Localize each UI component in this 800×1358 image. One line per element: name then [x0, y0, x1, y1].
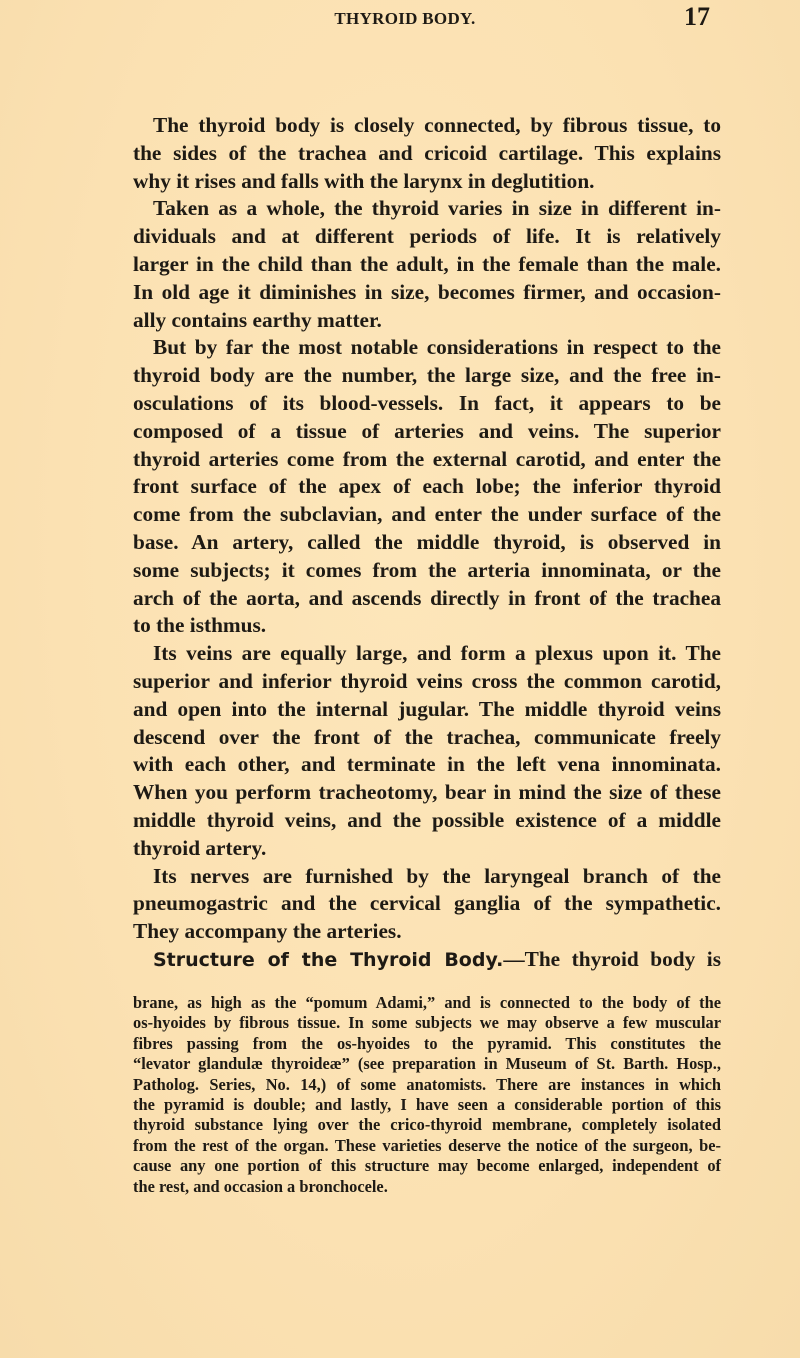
footnote-line: os-hyoides by fibrous tissue. In some subjects we may observe a few muscular — [133, 1013, 721, 1033]
body-line: dividuals and at different periods of life. It is relatively — [133, 224, 721, 249]
body-line: base. An artery, called the middle thyroid, is observed in — [133, 529, 721, 554]
body-line: come from the subclavian, and enter the under surface of the — [133, 502, 721, 527]
page-number: 17 — [684, 2, 710, 31]
body-line: with each other, and terminate in the left vena innominata. — [133, 752, 721, 777]
footnote-line: thyroid substance lying over the crico-thyroid membrane, completely isolated — [133, 1115, 721, 1135]
body-line: middle thyroid veins, and the possible existence of a middle — [133, 807, 721, 832]
body-line: They accompany the arteries. — [133, 919, 402, 944]
body-text — [133, 112, 721, 975]
body-line: thyroid body are the number, the large size, and the free in- — [133, 363, 721, 388]
footnote-line: cause any one portion of this structure may become enlarged, independent of — [133, 1156, 721, 1176]
body-line: When you perform tracheotomy, bear in mind the size of these — [133, 780, 721, 805]
footnote-line: brane, as high as the “pomum Adami,” and is connected to the body of the — [133, 993, 721, 1012]
footnote-line: Patholog. Series, No. 14,) of some anatomists. There are instances in which — [133, 1074, 721, 1094]
body-line: superior and inferior thyroid veins cross the common carotid, — [133, 668, 721, 693]
footnote-line: fibres passing from the os-hyoides to the pyramid. This constitutes the — [133, 1033, 721, 1053]
body-line: larger in the child than the adult, in the female than the male. — [133, 251, 721, 276]
body-line: Its veins are equally large, and form a plexus upon it. The — [153, 641, 721, 666]
body-line: to the isthmus. — [133, 613, 267, 638]
body-line: The thyroid body is closely connected, by fibrous tissue, to — [153, 113, 721, 137]
body-line: descend over the front of the trachea, communicate freely — [133, 724, 721, 749]
footnote-line: “levator glandulæ thyroideæ” (see preparation in Museum of St. Barth. Hosp., — [133, 1054, 721, 1074]
body-line: and open into the internal jugular. The middle thyroid veins — [133, 696, 721, 721]
body-line: why it rises and falls with the larynx in deglutition. — [133, 168, 595, 193]
body-line: thyroid arteries come from the external carotid, and enter the — [133, 446, 721, 471]
section-heading: Structure of the Thyroid Body. — [153, 948, 504, 971]
body-line: ally contains earthy matter. — [133, 307, 382, 332]
footnote-line: the pyramid is double; and lastly, I have seen a considerable portion of this — [133, 1095, 721, 1115]
section-text: —The thyroid body is — [503, 946, 721, 971]
section-line — [133, 946, 721, 975]
body-line: front surface of the apex of each lobe; the inferior thyroid — [133, 474, 721, 499]
footnote-line: from the rest of the organ. These varieties deserve the notice of the surgeon, be- — [133, 1135, 721, 1155]
body-line: the sides of the trachea and cricoid cartilage. This explains — [133, 140, 721, 165]
body-line: osculations of its blood-vessels. In fact, it appears to be — [133, 390, 721, 415]
running-title: THYROID BODY. — [334, 9, 476, 28]
body-line: composed of a tissue of arteries and veins. The superior — [133, 418, 721, 443]
body-line: pneumogastric and the cervical ganglia of the sympathetic. — [133, 891, 721, 916]
body-line: Taken as a whole, the thyroid varies in size in different in- — [153, 196, 721, 221]
body-line: thyroid artery. — [133, 835, 267, 860]
body-line: Its nerves are furnished by the laryngeal branch of the — [153, 863, 721, 888]
body-line: In old age it diminishes in size, becomes firmer, and occasion- — [133, 279, 721, 304]
body-line: But by far the most notable considerations in respect to the — [153, 335, 721, 360]
body-line: arch of the aorta, and ascends directly in front of the trachea — [133, 585, 721, 610]
footnote-text — [133, 993, 721, 1197]
body-line: some subjects; it comes from the arteria innominata, or the — [133, 557, 721, 582]
footnote-line: the rest, and occasion a bronchocele. — [133, 1176, 388, 1196]
